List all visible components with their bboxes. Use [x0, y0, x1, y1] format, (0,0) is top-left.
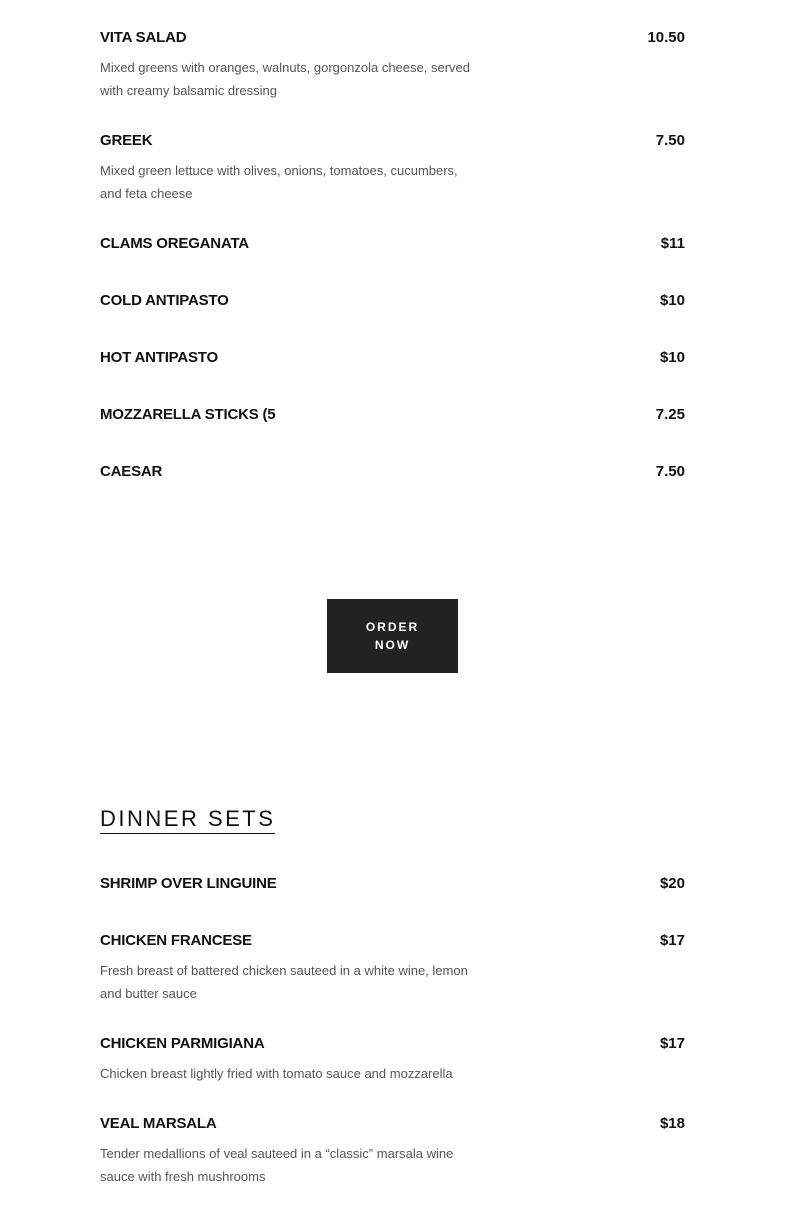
menu-item-price: $17	[659, 932, 685, 949]
order-now-label-line2: NOW	[374, 638, 411, 652]
menu-item-price: 7.50	[655, 132, 685, 149]
menu-item-price: $20	[659, 875, 685, 892]
menu-item-description: Fresh breast of battered chicken sauteed in a white wine, lemon and butter sauce	[100, 963, 468, 1001]
menu-item-name: HOT ANTIPASTO	[100, 349, 218, 366]
menu-item-price: $17	[659, 1035, 685, 1052]
menu-item-name: CHICKEN PARMIGIANA	[100, 1035, 265, 1052]
menu-item	[100, 1114, 685, 1188]
menu-item-name: SHRIMP OVER LINGUINE	[100, 875, 277, 892]
menu-item-price: $18	[659, 1115, 685, 1132]
menu-item-name: COLD ANTIPASTO	[100, 292, 229, 309]
menu-item	[100, 931, 685, 1005]
menu-item	[100, 405, 685, 425]
menu-item	[100, 874, 685, 894]
menu-item	[100, 291, 685, 311]
order-now-button[interactable]	[327, 599, 458, 673]
section-title: DINNER SETS	[100, 805, 275, 834]
menu-item	[100, 1034, 685, 1085]
menu-item	[100, 348, 685, 368]
menu-item-price: $10	[659, 349, 685, 366]
menu-item-description: Mixed greens with oranges, walnuts, gorgonzola cheese, served with creamy balsamic dressing	[100, 60, 470, 98]
menu-item	[100, 28, 685, 102]
menu-item	[100, 131, 685, 205]
menu-item	[100, 234, 685, 254]
menu-item-price: 7.50	[655, 463, 685, 480]
menu-item-price: $11	[660, 235, 685, 252]
menu-item-name: CLAMS OREGANATA	[100, 235, 249, 252]
menu-item-name: CAESAR	[100, 463, 163, 480]
menu-item-name: VEAL MARSALA	[100, 1115, 217, 1132]
menu-item-description: Tender medallions of veal sauteed in a “classic” marsala wine sauce with fresh mushrooms	[100, 1146, 454, 1184]
menu-item-description: Mixed green lettuce with olives, onions, tomatoes, cucumbers, and feta cheese	[100, 163, 458, 201]
order-now-label-line1: ORDER	[365, 620, 420, 634]
menu-item-name: GREEK	[100, 132, 153, 149]
menu-item-name: MOZZARELLA STICKS (5	[100, 406, 276, 423]
menu-item	[100, 462, 685, 482]
menu-item-description: Chicken breast lightly fried with tomato sauce and mozzarella	[100, 1066, 453, 1081]
menu-item-price: $10	[659, 292, 685, 309]
menu-item-price: 10.50	[647, 29, 685, 46]
menu-item-name: VITA SALAD	[100, 29, 187, 46]
menu-item-price: 7.25	[655, 406, 685, 423]
menu-item-name: CHICKEN FRANCESE	[100, 932, 252, 949]
